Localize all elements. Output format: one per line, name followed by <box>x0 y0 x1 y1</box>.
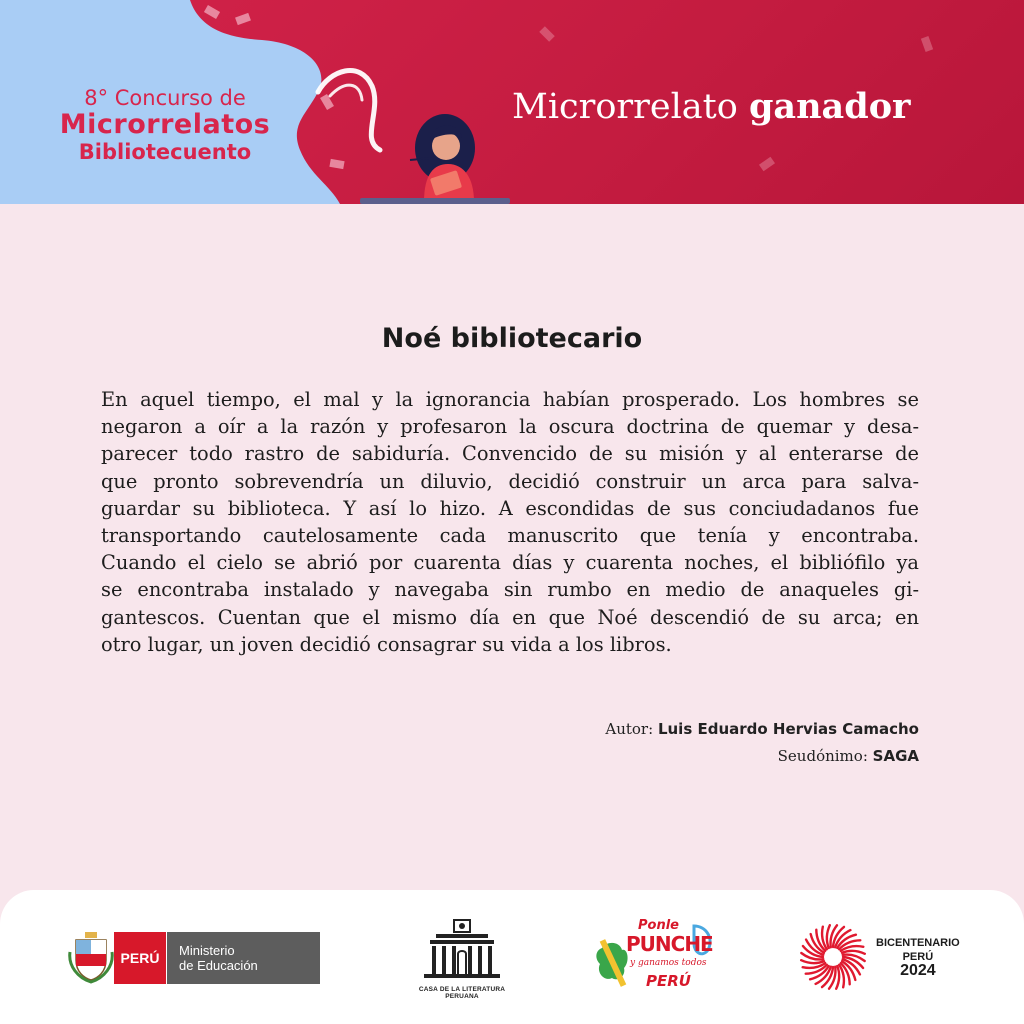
bicentenario-text <box>876 936 960 978</box>
header-title-bold: ganador <box>748 86 911 127</box>
bicentenario-line1: BICENTENARIO <box>876 937 960 949</box>
reading-girl-illustration <box>350 70 510 204</box>
story-line: negaron a oír a la razón y profesaron la oscura doctrina de quemar y desa- <box>101 415 919 439</box>
story-line: se encontraba instalado y navegaba sin rumbo en medio de anaqueles gi- <box>101 578 919 602</box>
bicentenario-logo <box>798 922 960 992</box>
story-line: otro lugar, un joven decidió consagrar su vida a los libros. <box>101 632 672 656</box>
story-line: transportando cautelosamente cada manuscrito que tenía y encontraba. <box>101 524 919 548</box>
ganamos-todos: y ganamos todos <box>630 958 707 968</box>
ponle-peru: PERÚ <box>646 972 691 990</box>
punche-word: PUNCHE <box>626 932 713 956</box>
contest-name: Microrrelatos <box>59 109 271 140</box>
bicentenario-swirl-icon <box>798 922 868 992</box>
story-title: Noé bibliotecario <box>381 323 643 354</box>
story-line: En aquel tiempo, el mal y la ignorancia habían prosperado. Los hombres se <box>101 388 919 411</box>
ministry-line2: de Educación <box>179 958 258 973</box>
peru-label: PERÚ <box>114 932 166 984</box>
author-label: Autor: <box>605 720 654 738</box>
confetti <box>539 26 555 42</box>
contest-subname: Bibliotecuento <box>78 140 252 164</box>
confetti <box>759 157 775 172</box>
contest-edition: 8° Concurso de <box>84 86 246 110</box>
header-title <box>512 86 911 127</box>
contest-logo <box>40 86 290 164</box>
story-line: que pronto sobrevendría un diluvio, decidió construir un arca para salva- <box>101 469 919 493</box>
ministry-line1: Ministerio <box>179 943 235 958</box>
bicentenario-line3: 2024 <box>900 962 936 979</box>
story-line: gantescos. Cuentan que el mismo día en que Noé descendió de su arca; en <box>101 605 919 629</box>
author-credit <box>605 720 919 738</box>
pseudonym-value: SAGA <box>872 747 919 765</box>
story-line: Cuando el cielo se abrió por cuarenta días y cuarenta noches, el bibliófilo ya <box>101 551 919 575</box>
bicentenario-line2: PERÚ <box>902 951 934 963</box>
ponle-punche-logo <box>590 918 720 996</box>
peru-coat-of-arms-icon <box>68 932 114 984</box>
pseudonym-label: Seudónimo: <box>777 747 868 765</box>
ponle-word: Ponle <box>638 918 679 933</box>
pseudonym-credit <box>778 747 919 765</box>
header-title-regular: Microrrelato <box>512 87 738 127</box>
ministerio-educacion-logo <box>68 932 320 984</box>
casa-building-icon <box>416 918 508 982</box>
story-line: parecer todo rastro de sabiduría. Convencido de su misión y al enterarse de <box>101 442 919 466</box>
ministry-name <box>166 932 320 984</box>
story-body <box>101 386 919 658</box>
casa-caption: CASA DE LA LITERATURA PERUANA <box>418 986 506 1000</box>
casa-literatura-logo <box>408 918 516 1000</box>
author-name: Luis Eduardo Hervias Camacho <box>657 720 919 738</box>
confetti <box>921 36 933 52</box>
header-banner <box>0 0 1024 204</box>
story-line: guardar su biblioteca. Y así lo hizo. A escondidas de sus conciudadanos fue <box>101 496 919 520</box>
